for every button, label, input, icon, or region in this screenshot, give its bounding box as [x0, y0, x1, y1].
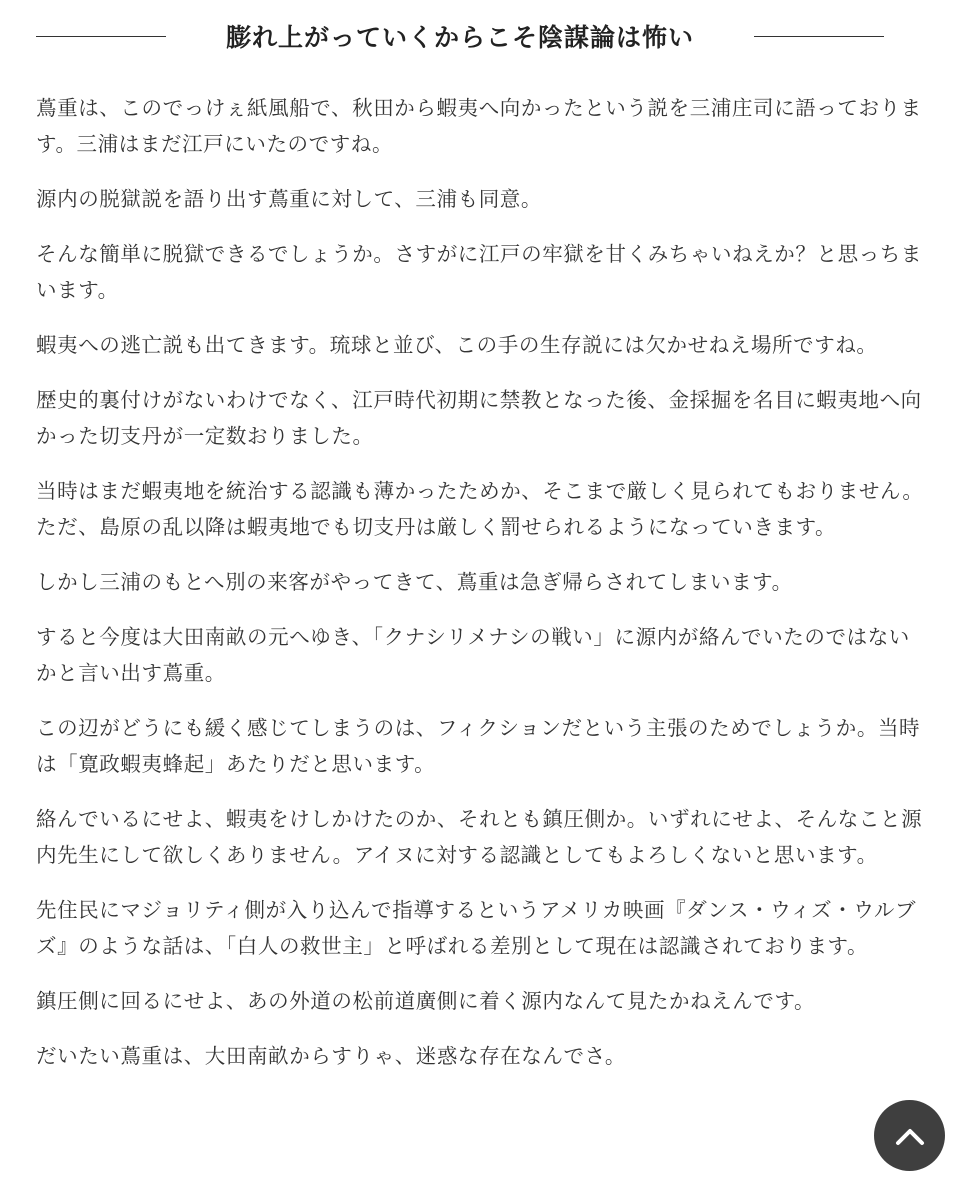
article-paragraph: そんな簡単に脱獄できるでしょうか。さすがに江戸の牢獄を甘くみちゃいねえか？と思っちまいます。 — [36, 242, 922, 302]
article-paragraph: 絡んでいるにせよ、蝦夷をけしかけたのか、それとも鎮圧側か。いずれにせよ、そんなこと源内先生にして欲しくありません。アイヌに対する認識としてもよろしくないと思います。 — [36, 807, 923, 867]
article-paragraph: 先住民にマジョリティ側が入り込んで指導するというアメリカ映画『ダンス・ウィズ・ウルブズ』のような話は、「白人の救世主」と呼ばれる差別として現在は認識されております。 — [36, 898, 917, 958]
article-paragraph: 当時はまだ蝦夷地を統治する認識も薄かったためか、そこまで厳しく見られてもおりません。ただ、島原の乱以降は蝦夷地でも切支丹は厳しく罰せられるようになっていきます。 — [36, 479, 924, 539]
article-paragraph: 蔦重は、このでっけぇ紙風船で、秋田から蝦夷へ向かったという説を三浦庄司に語っております。三浦はまだ江戸にいたのですね。 — [36, 96, 922, 156]
article-paragraph: しかし三浦のもとへ別の来客がやってきて、蔦重は急ぎ帰らされてしまいます。 — [36, 570, 793, 594]
article-paragraph: すると今度は大田南畝の元へゆき、「クナシリメナシの戦い」に源内が絡んでいたのではないかと言い出す蔦重。 — [36, 625, 910, 685]
article-paragraph: 源内の脱獄説を語り出す蔦重に対して、三浦も同意。 — [36, 187, 542, 211]
scroll-to-top-button[interactable] — [874, 1100, 945, 1171]
heading-right-rule — [754, 36, 884, 37]
chevron-up-icon — [895, 1126, 925, 1146]
section-heading-title: 膨れ上がっていくからこそ陰謀論は怖い — [226, 23, 695, 52]
article-paragraph: 鎮圧側に回るにせよ、あの外道の松前道廣側に着く源内なんて見たかねえんです。 — [36, 989, 816, 1013]
article-paragraph: 蝦夷への逃亡説も出てきます。琉球と並び、この手の生存説には欠かせねえ場所ですね。 — [36, 333, 878, 357]
article-paragraph: だいたい蔦重は、大田南畝からすりゃ、迷惑な存在なんでさ。 — [36, 1044, 626, 1068]
article-paragraph: この辺がどうにも緩く感じてしまうのは、フィクションだという主張のためでしょうか。当時は「寛政蝦夷蜂起」あたりだと思います。 — [36, 716, 921, 776]
heading-left-rule — [36, 36, 166, 37]
section-heading — [36, 16, 927, 56]
article-body — [36, 90, 927, 1093]
article-paragraph: 歴史的裏付けがないわけでなく、江戸時代初期に禁教となった後、金採掘を名目に蝦夷地へ向かった切支丹が一定数おりました。 — [36, 388, 922, 448]
